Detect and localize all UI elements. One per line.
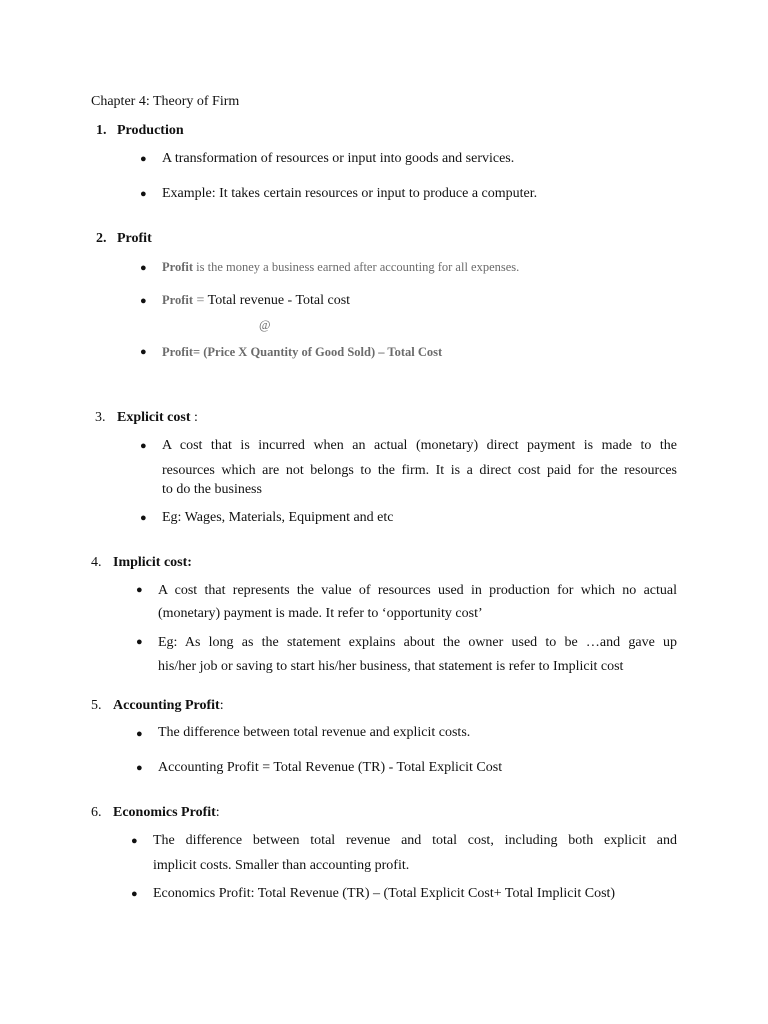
heading-suffix: : <box>219 698 224 713</box>
profit-item-3: Profit= (Price X Quantity of Good Sold) – Total Cost <box>162 345 443 359</box>
section-profit-number: 2. <box>96 231 107 246</box>
bullet-icon: ● <box>140 440 147 452</box>
implicit-item-1-line-1: A cost that represents the value of resources used in production for which no actual <box>158 583 677 598</box>
profit-term: Profit <box>162 260 194 274</box>
bullet-icon: ● <box>140 346 147 358</box>
profit-equals: = <box>193 293 208 308</box>
accounting-item-2: Accounting Profit = Total Revenue (TR) - Total Explicit Cost <box>158 760 503 775</box>
implicit-item-2-line-1: Eg: As long as the statement explains about the owner used to be …and gave up <box>158 635 677 650</box>
profit-item-1 <box>162 260 519 275</box>
explicit-item-1-line-2: resources which are not belongs to the firm. It is a direct cost paid for the resources <box>162 463 677 478</box>
bullet-icon: ● <box>140 512 147 524</box>
section-economics-heading-line <box>113 805 220 821</box>
section-implicit-heading: Implicit cost: <box>113 555 192 570</box>
section-explicit-heading-line <box>117 410 198 426</box>
bullet-icon: ● <box>140 295 147 307</box>
section-accounting-heading: Accounting Profit <box>113 698 220 713</box>
profit-definition: is the money a business earned after accounting for all expenses. <box>193 260 520 274</box>
profit-item-2 <box>162 293 350 309</box>
heading-suffix: : <box>215 805 220 820</box>
bullet-icon: ● <box>140 262 147 274</box>
economics-item-1-line-1: The difference between total revenue and total cost, including both explicit and <box>153 833 677 848</box>
at-sign: @ <box>259 318 271 332</box>
production-item-1: A transformation of resources or input into goods and services. <box>162 151 515 166</box>
profit-term: Profit <box>162 293 194 307</box>
heading-suffix: : <box>190 410 198 425</box>
production-item-2: Example: It takes certain resources or input to produce a computer. <box>162 186 538 201</box>
section-explicit-heading: Explicit cost <box>117 410 191 425</box>
section-explicit-number: 3. <box>95 410 106 425</box>
section-accounting-number: 5. <box>91 698 102 713</box>
bullet-icon: ● <box>136 584 143 596</box>
section-production-number: 1. <box>96 123 107 138</box>
profit-formula: Total revenue - Total cost <box>207 293 351 308</box>
section-profit-heading: Profit <box>117 231 152 246</box>
bullet-icon: ● <box>136 728 143 740</box>
bullet-icon: ● <box>140 153 147 165</box>
accounting-item-1: The difference between total revenue and explicit costs. <box>158 725 471 740</box>
bullet-icon: ● <box>136 762 143 774</box>
page-title: Chapter 4: Theory of Firm <box>91 94 240 109</box>
economics-item-1-line-2: implicit costs. Smaller than accounting profit. <box>153 858 410 873</box>
section-implicit-number: 4. <box>91 555 102 570</box>
bullet-icon: ● <box>140 188 147 200</box>
explicit-item-2: Eg: Wages, Materials, Equipment and etc <box>162 510 394 525</box>
explicit-item-1-line-1: A cost that is incurred when an actual (monetary) direct payment is made to the <box>162 438 677 453</box>
bullet-icon: ● <box>131 888 138 900</box>
bullet-icon: ● <box>131 835 138 847</box>
implicit-item-1-line-2: (monetary) payment is made. It refer to ‘opportunity cost’ <box>158 606 483 621</box>
section-economics-number: 6. <box>91 805 102 820</box>
implicit-item-2-line-2: his/her job or saving to start his/her business, that statement is refer to Implicit cost <box>158 659 624 674</box>
section-economics-heading: Economics Profit <box>113 805 216 820</box>
section-production-heading: Production <box>117 123 184 138</box>
bullet-icon: ● <box>136 636 143 648</box>
section-accounting-heading-line <box>113 698 224 714</box>
explicit-item-1-line-3: to do the business <box>162 482 262 497</box>
economics-item-2: Economics Profit: Total Revenue (TR) – (Total Explicit Cost+ Total Implicit Cost) <box>153 886 616 901</box>
